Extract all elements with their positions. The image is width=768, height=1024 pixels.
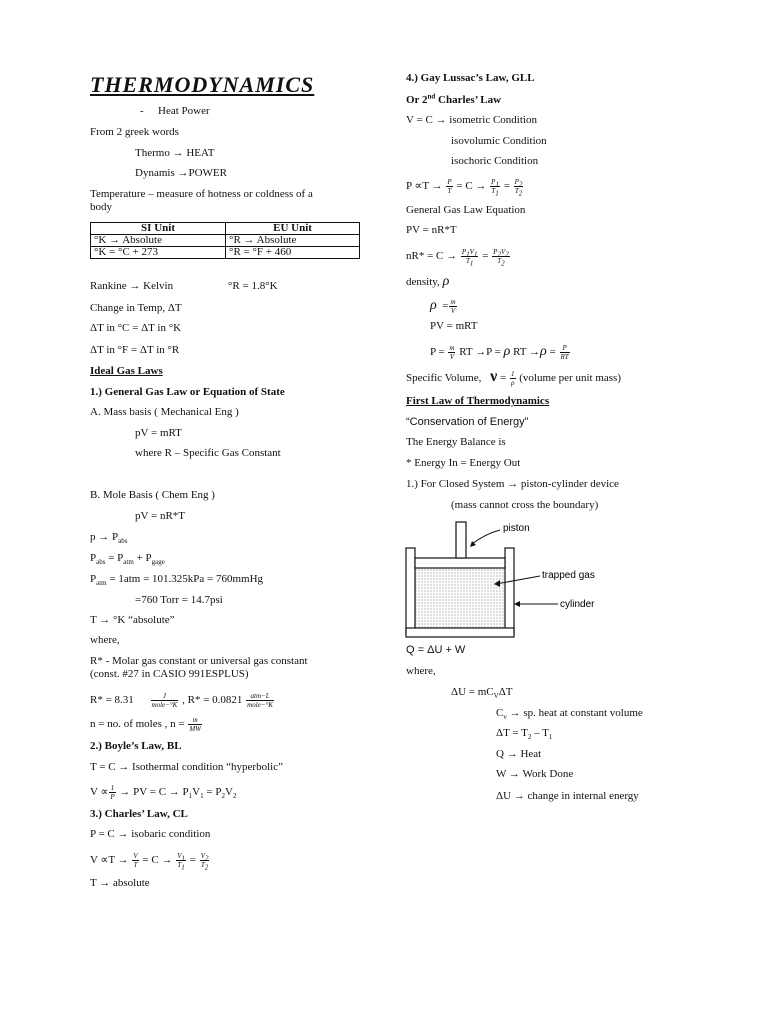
- table-row: [91, 247, 360, 259]
- greek-words-text: From 2 greek words: [90, 126, 179, 138]
- piston-rod: [456, 522, 466, 558]
- change-temp-text: Change in Temp, ΔT: [90, 302, 182, 314]
- delta-t-celsius: ΔT in °C = ΔT in °K: [90, 322, 182, 334]
- conservation-text: “Conservation of Energy”: [406, 416, 529, 428]
- where-text: where,: [90, 634, 120, 646]
- energy-balance-text: The Energy Balance is: [406, 436, 506, 448]
- temperature-line2: body: [90, 201, 112, 213]
- general-gas-equation-heading: General Gas Law Equation: [406, 204, 526, 216]
- patm-equation: $P_{atm} = 1atm = 101.325kPa$ = 760mmHg: [90, 573, 264, 588]
- mass-basis-text: A. Mass basis ( Mechanical Eng ): [90, 406, 239, 418]
- specific-volume-text: Specific Volume, ν = $\frac{1}{\rho}$ (volume per unit mass): [406, 368, 621, 387]
- charles-equation: V ∝T → $\frac{V}{T}$ = C → $\frac{V_1}{T_1}$ = $\frac{V_2}{T_2}$: [90, 852, 209, 872]
- thermo-text: Thermo → HEAT: [135, 147, 215, 159]
- pv-nrt-equation: pV = nR*T: [135, 510, 186, 522]
- page-title: THERMODYNAMICS: [90, 72, 315, 97]
- pabs-sum-equation: $P_{abs} = P_{atm} + P_{gage}$: [90, 552, 165, 567]
- piston-label: piston: [503, 523, 530, 534]
- trapped-gas-label: trapped gas: [542, 570, 595, 581]
- charles-law-heading: 3.) Charles’ Law, CL: [90, 808, 188, 820]
- table-cell: °K = °C + 273: [91, 247, 226, 259]
- cylinder-label: cylinder: [560, 599, 595, 610]
- mole-basis-text: B. Mole Basis ( Chem Eng ): [90, 489, 215, 501]
- first-law-equation: Q = ΔU + W: [406, 644, 466, 656]
- piston-leader: [472, 530, 500, 544]
- internal-energy-equation: $\Delta U = mC_V\Delta T$: [451, 686, 513, 701]
- gay-lussac-equation: P ∝T → $\frac{P}{T}$ = C → $\frac{P_1}{T_1}$ = $\frac{P_2}{T_2}$: [406, 178, 523, 198]
- rstar-values: R* = 8.31 $\frac{J}{\text{mole−°K}}$ , R* = 0.0821 $\frac{\text{atm−L}}{\text{mole−°K}}$: [90, 692, 273, 709]
- bullet-dash: -: [140, 105, 144, 117]
- isothermal-text: T = C → Isothermal condition “hyperbolic”: [90, 761, 283, 773]
- table-row: [91, 235, 360, 247]
- p-pabs-equation: $p \to P_{abs}$: [90, 531, 128, 546]
- pv-mrt-right: PV = mRT: [430, 320, 478, 332]
- general-gas-law-heading: 1.) General Gas Law or Equation of State: [90, 386, 285, 398]
- pv-nrt-right: PV = nR*T: [406, 224, 457, 236]
- units-table-header: [91, 223, 360, 235]
- isovolumic-text: isovolumic Condition: [451, 135, 547, 147]
- rankine-text: Rankine → Kelvin: [90, 280, 174, 292]
- piston-plate: [415, 558, 505, 568]
- rstar-definition-line2: (const. #27 in CASIO 991ESPLUS): [90, 668, 249, 680]
- units-header-eu: EU Unit: [226, 223, 360, 235]
- n-moles-equation: n = no. of moles , n = $\frac{m}{MW}$: [90, 716, 202, 733]
- w-work-definition: W → Work Done: [496, 768, 574, 780]
- rstar-definition-line1: R* - Molar gas constant or universal gas constant: [90, 655, 308, 667]
- specific-gas-constant-text: where R – Specific Gas Constant: [135, 447, 281, 459]
- trapped-gas-region: [415, 568, 505, 628]
- torr-equation: =760 Torr = 14.7psi: [135, 594, 223, 606]
- delta-t-definition: $\Delta T = T_2 - T_1$: [496, 727, 553, 742]
- piston-cylinder-diagram: [400, 518, 640, 640]
- units-header-si: SI Unit: [91, 223, 226, 235]
- energy-in-out-text: * Energy In = Energy Out: [406, 457, 521, 469]
- dynamis-text: Dynamis →POWER: [135, 167, 227, 179]
- q-heat-definition: Q → Heat: [496, 748, 542, 760]
- du-change-definition: ΔU → change in internal energy: [496, 790, 639, 802]
- table-cell: °R = °F + 460: [226, 247, 360, 259]
- pressure-density-equation: P = $\frac{m}{V}$ RT →P = ρ RT →ρ = $\frac{P}{RT}$: [430, 344, 569, 361]
- units-table: [90, 222, 360, 259]
- first-law-heading: First Law of Thermodynamics: [406, 395, 550, 407]
- rankine-equation: °R = 1.8°K: [228, 280, 278, 292]
- isobaric-text: P = C → isobaric condition: [90, 828, 211, 840]
- table-cell: °K → Absolute: [91, 235, 226, 247]
- boyles-law-heading: 2.) Boyle’s Law, BL: [90, 740, 182, 752]
- t-absolute-text: T → °K “absolute”: [90, 614, 175, 626]
- isochoric-text: isochoric Condition: [451, 155, 539, 167]
- temperature-line1: Temperature – measure of hotness or coldness of a: [90, 188, 313, 200]
- heat-power-text: Heat Power: [158, 105, 210, 117]
- nr-constant-equation: nR* = C → $\frac{P_1V_1}{T_1}$ = $\frac{P_2V_2}{T_2}$: [406, 248, 509, 268]
- delta-t-fahrenheit: ΔT in °F = ΔT in °R: [90, 344, 180, 356]
- where-text-right: where,: [406, 665, 436, 677]
- charles-second-law-heading: Or 2nd Charles’ Law: [406, 92, 502, 106]
- closed-system-text: 1.) For Closed System → piston-cylinder device: [406, 478, 619, 490]
- boyle-equation: V ∝ $\frac{1}{P}$ → PV = $C \to P_1V_1 = P_2V_2$: [90, 784, 237, 801]
- cv-definition: $C_v$ → sp. heat at constant volume: [496, 707, 643, 722]
- isometric-text: V = C → isometric Condition: [406, 114, 537, 126]
- table-cell: °R → Absolute: [226, 235, 360, 247]
- density-text: density, ρ: [406, 274, 450, 289]
- t-absolute-text-2: T → absolute: [90, 877, 150, 889]
- gay-lussac-heading: 4.) Gay Lussac’s Law, GLL: [406, 72, 535, 84]
- mass-boundary-text: (mass cannot cross the boundary): [451, 499, 599, 511]
- pv-mrt-equation: pV = mRT: [135, 427, 182, 439]
- density-equation: ρ = $\frac{m}{V}$: [430, 298, 456, 315]
- ideal-gas-heading: Ideal Gas Laws: [90, 365, 163, 377]
